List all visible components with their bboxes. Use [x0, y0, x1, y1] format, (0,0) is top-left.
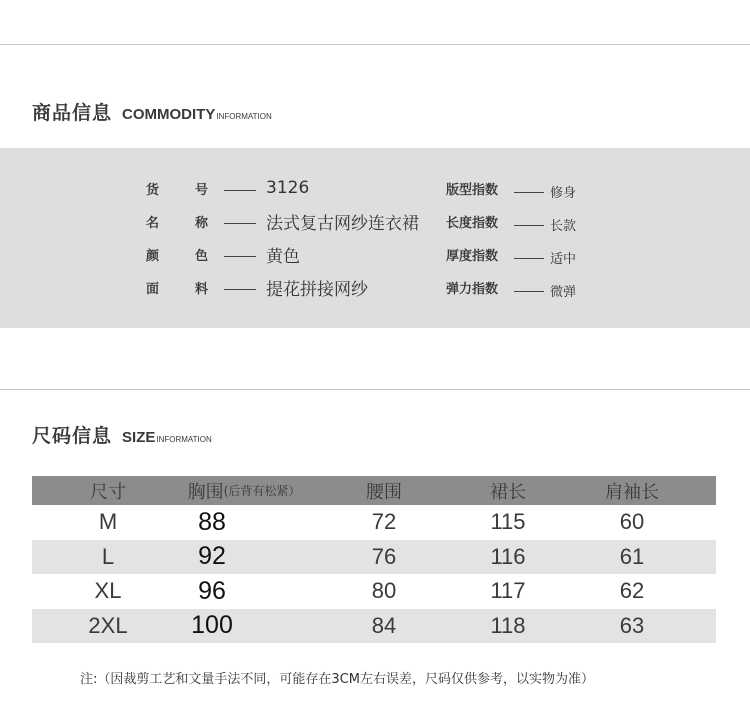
index-value: 长款 — [550, 218, 577, 234]
cell-chest: 96 — [198, 576, 226, 605]
label-char: 名 — [146, 215, 160, 231]
header-chest-label: 胸围 — [187, 481, 224, 503]
dash-divider — [514, 192, 544, 193]
commodity-row-item-number — [146, 176, 309, 200]
cell-waist: 72 — [371, 509, 397, 535]
header-chest — [168, 476, 320, 505]
table-row — [32, 574, 716, 609]
cell-chest: 100 — [191, 611, 233, 640]
label-char: 号 — [194, 182, 208, 198]
commodity-label — [146, 245, 208, 264]
header-size: 尺寸 — [90, 481, 126, 503]
size-title-en: SIZE — [122, 429, 156, 446]
table-row — [32, 540, 716, 575]
top-divider — [0, 44, 750, 45]
index-value: 适中 — [550, 251, 577, 267]
table-header-row — [32, 476, 716, 505]
cell-shoulder-sleeve: 61 — [619, 543, 645, 569]
size-title-zh: 尺码信息 — [32, 425, 113, 447]
label-char: 面 — [146, 281, 160, 297]
commodity-title-en: COMMODITY — [122, 106, 216, 123]
commodity-value: 黄色 — [266, 246, 300, 267]
commodity-info-panel — [0, 148, 750, 328]
dash-divider — [224, 223, 256, 224]
dash-divider — [224, 256, 256, 257]
commodity-value: 法式复古网纱连衣裙 — [266, 213, 419, 234]
commodity-row-color — [146, 242, 300, 266]
cell-length: 118 — [490, 612, 526, 638]
cell-shoulder-sleeve: 63 — [619, 612, 645, 638]
cell-waist: 84 — [371, 612, 397, 638]
commodity-label — [146, 179, 208, 198]
index-value: 修身 — [550, 185, 577, 201]
size-title-en-small: INFORMATION — [156, 435, 212, 444]
index-label: 弹力指数 — [446, 281, 499, 297]
dash-divider — [514, 291, 544, 292]
cell-size: XL — [94, 578, 122, 604]
commodity-title-en-small: INFORMATION — [216, 112, 272, 121]
commodity-row-stretch-index — [446, 275, 576, 299]
middle-divider — [0, 389, 750, 390]
commodity-row-fit-index — [446, 176, 576, 200]
commodity-row-name — [146, 209, 419, 233]
cell-chest: 92 — [198, 542, 226, 571]
index-value: 微弹 — [550, 284, 577, 300]
dash-divider — [514, 258, 544, 259]
commodity-title-zh: 商品信息 — [32, 102, 113, 124]
commodity-value: 3126 — [266, 178, 310, 198]
cell-length: 115 — [490, 509, 526, 535]
header-waist: 腰围 — [366, 481, 402, 503]
commodity-row-thickness-index — [446, 242, 576, 266]
label-char: 货 — [146, 182, 160, 198]
cell-size: L — [101, 543, 115, 569]
cell-waist: 76 — [371, 543, 397, 569]
cell-shoulder-sleeve: 62 — [619, 578, 645, 604]
commodity-label — [146, 278, 208, 297]
cell-length: 117 — [490, 578, 526, 604]
header-length: 裙长 — [490, 481, 526, 503]
index-label: 长度指数 — [446, 215, 499, 231]
label-char: 料 — [194, 281, 208, 297]
label-char: 称 — [194, 215, 208, 231]
cell-length: 116 — [490, 543, 526, 569]
cell-waist: 80 — [371, 578, 397, 604]
table-row — [32, 505, 716, 540]
label-char: 色 — [194, 248, 208, 264]
commodity-row-length-index — [446, 209, 576, 233]
dash-divider — [224, 289, 256, 290]
index-label: 厚度指数 — [446, 248, 499, 264]
cell-size: 2XL — [88, 612, 128, 638]
header-chest-note: (后背有松紧） — [223, 484, 301, 498]
dash-divider — [224, 190, 256, 191]
cell-shoulder-sleeve: 60 — [619, 509, 645, 535]
commodity-label — [146, 212, 208, 231]
size-footnote: 注:（因裁剪工艺和文量手法不同，可能存在3CM左右误差，尺码仅供参考，以实物为准） — [80, 672, 594, 687]
label-char: 颜 — [146, 248, 160, 264]
cell-chest: 88 — [198, 507, 226, 536]
table-row — [32, 609, 716, 644]
header-shoulder-sleeve: 肩袖长 — [605, 481, 659, 503]
commodity-row-fabric — [146, 275, 368, 299]
commodity-value: 提花拼接网纱 — [266, 279, 368, 300]
commodity-section-title — [32, 98, 272, 125]
index-label: 版型指数 — [446, 182, 499, 198]
size-table — [32, 476, 716, 643]
cell-size: M — [98, 509, 118, 535]
dash-divider — [514, 225, 544, 226]
size-section-title — [32, 421, 212, 448]
